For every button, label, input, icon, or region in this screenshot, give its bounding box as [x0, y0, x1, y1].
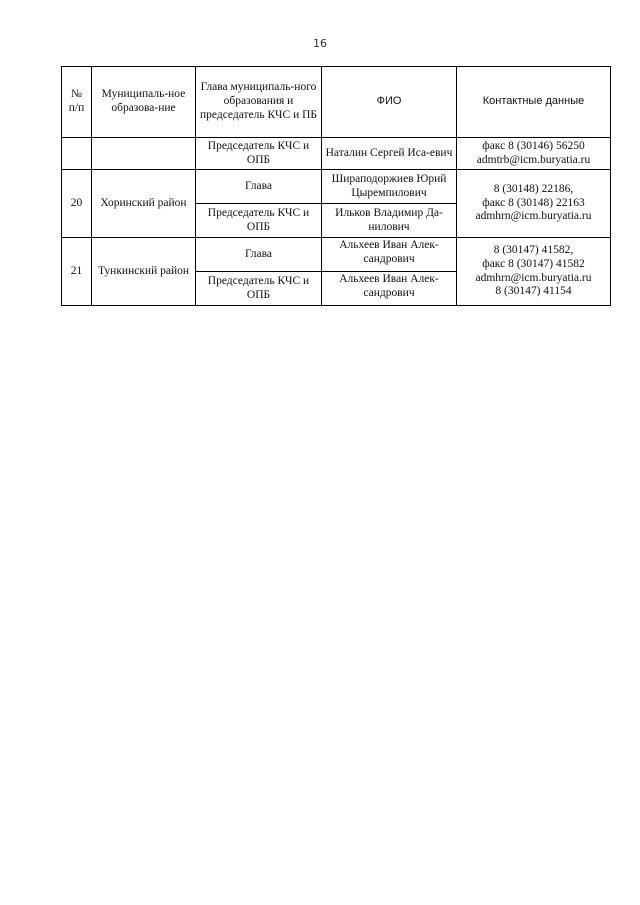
cell-fio: Альхеев Иван Алек-сандрович: [322, 272, 457, 306]
contact-line: admhrn@icm.buryatia.ru: [475, 271, 592, 284]
cell-contacts: [457, 170, 611, 238]
contact-line: 8 (30148) 22186,: [493, 182, 574, 195]
contact-line: 8 (30147) 41582,: [493, 243, 574, 256]
cell-fio: Ильков Владимир Да-нилович: [322, 204, 457, 238]
table-row: [62, 170, 611, 204]
cell-role: Глава: [196, 238, 322, 272]
page-number: 16: [313, 37, 327, 50]
cell-num: 20: [62, 170, 92, 238]
cell-num: 21: [62, 238, 92, 306]
header-municipality: Муниципаль-ное образова-ние: [92, 67, 196, 138]
contact-line: факс 8 (30148) 22163: [482, 196, 585, 209]
cell-municipality: Хоринский район: [92, 170, 196, 238]
header-contacts: Контактные данные: [457, 67, 611, 138]
contact-line: 8 (30147) 41154: [495, 285, 572, 298]
contact-line: admhrn@icm.buryatia.ru: [475, 210, 592, 223]
table-row: [62, 238, 611, 272]
cell-fio: Наталин Сергей Иса-евич: [322, 138, 457, 170]
contact-line: admtrb@icm.buryatia.ru: [476, 153, 591, 166]
header-fio: ФИО: [322, 67, 457, 138]
header-num: № п/п: [62, 67, 92, 138]
cell-fio: Шираподоржиев Юрий Цыремпилович: [322, 170, 457, 204]
cell-municipality-empty: [92, 138, 196, 170]
cell-role: Председатель КЧС и ОПБ: [196, 138, 322, 170]
cell-role: Председатель КЧС и ОПБ: [196, 272, 322, 306]
cell-contacts: [457, 238, 611, 306]
contact-line: факс 8 (30147) 41582: [482, 257, 585, 270]
cell-role: Глава: [196, 170, 322, 204]
header-role: Глава муниципаль-ного образования и председатель КЧС и ПБ: [196, 67, 322, 138]
cell-num-empty: [62, 138, 92, 170]
contact-line: факс 8 (30146) 56250: [482, 139, 585, 152]
header-row: [62, 67, 611, 138]
cell-contacts: [457, 138, 611, 170]
cell-municipality: Тункинский район: [92, 238, 196, 306]
contacts-table: [61, 66, 611, 306]
cell-fio: Альхеев Иван Алек-сандрович: [322, 238, 457, 272]
cell-role: Председатель КЧС и ОПБ: [196, 204, 322, 238]
table-row: [62, 138, 611, 170]
